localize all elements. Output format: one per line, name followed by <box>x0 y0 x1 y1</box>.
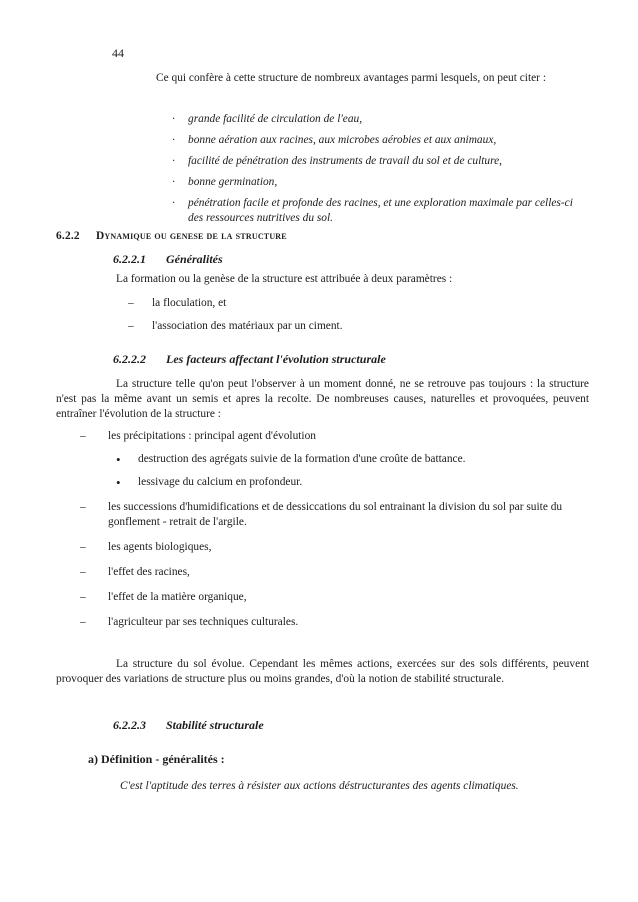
paragraph-facteurs: La structure telle qu'on peut l'observer à un moment donné, ne se retrouve pas toujours : la structure n'est pas la même avant un semis et apres la recolte. De nombreuses causes, naturelles et provoquées, peuvent entraîner l'évolution de la structure : <box>56 378 589 420</box>
list-item: · pénétration facile et profonde des racines, et une exploration maximale par celles-ci des ressources nutritives du sol. <box>172 196 588 226</box>
sub-heading-definition: a) Définition - généralités : <box>88 752 225 766</box>
section-heading-6-2-2 <box>56 229 287 244</box>
section-heading-6-2-2-2 <box>113 352 386 367</box>
list-item: – les précipitations : principal agent d'évolution • destruction des agrégats suivie de la formation d'une croûte de battance. • lessivage du calcium en profondeur. <box>80 429 590 490</box>
list-item: · grande facilité de circulation de l'eau, <box>172 112 588 127</box>
definition-text: C'est l'aptitude des terres à résister aux actions déstructurantes des agents climatiques. <box>120 780 519 792</box>
section-number: 6.2.2.2 <box>113 352 146 366</box>
list-item: · bonne aération aux racines, aux microbes aérobies et aux animaux, <box>172 133 588 148</box>
list-item: – les agents biologiques, <box>80 540 590 555</box>
section-number: 6.2.2.1 <box>113 252 146 266</box>
list-item: – la floculation, et <box>128 296 343 311</box>
section-title: Stabilité structurale <box>166 718 264 732</box>
sub-list-item: • destruction des agrégats suivie de la formation d'une croûte de battance. <box>116 452 590 467</box>
list-item: · bonne germination, <box>172 175 588 190</box>
parameters-list <box>128 296 343 342</box>
section-title: Les facteurs affectant l'évolution structurale <box>166 352 386 366</box>
section-number: 6.2.2 <box>56 230 80 242</box>
paragraph-conclusion: La structure du sol évolue. Cependant les mêmes actions, exercées sur des sols différents, peuvent provoquer des variations de structure plus ou moins grandes, d'où la notion de stabilité structurale. <box>56 658 589 685</box>
list-item: · facilité de pénétration des instruments de travail du sol et de culture, <box>172 154 588 169</box>
sub-list-item: • lessivage du calcium en profondeur. <box>116 475 590 490</box>
list-item: – l'effet de la matière organique, <box>80 590 590 605</box>
section-title: Dynamique ou genese de la structure <box>96 230 287 242</box>
sub-list <box>108 452 590 490</box>
list-item: – l'effet des racines, <box>80 565 590 580</box>
factors-list <box>80 429 590 640</box>
section-title: Généralités <box>166 252 223 266</box>
list-item: – les successions d'humidifications et de dessiccations du sol entrainant la division du sol par suite du gonflement - retrait de l'argile. <box>80 500 590 530</box>
intro-paragraph: Ce qui confère à cette structure de nombreux avantages parmi lesquels, on peut citer : <box>156 72 546 84</box>
section-number: 6.2.2.3 <box>113 718 146 732</box>
paragraph-genese: La formation ou la genèse de la structure est attribuée à deux paramètres : <box>116 273 453 285</box>
section-heading-6-2-2-1 <box>113 252 223 267</box>
page-number: 44 <box>112 46 124 60</box>
section-heading-6-2-2-3 <box>113 718 264 733</box>
list-item: – l'association des matériaux par un ciment. <box>128 319 343 334</box>
advantages-list <box>172 112 588 232</box>
list-item: – l'agriculteur par ses techniques culturales. <box>80 615 590 630</box>
